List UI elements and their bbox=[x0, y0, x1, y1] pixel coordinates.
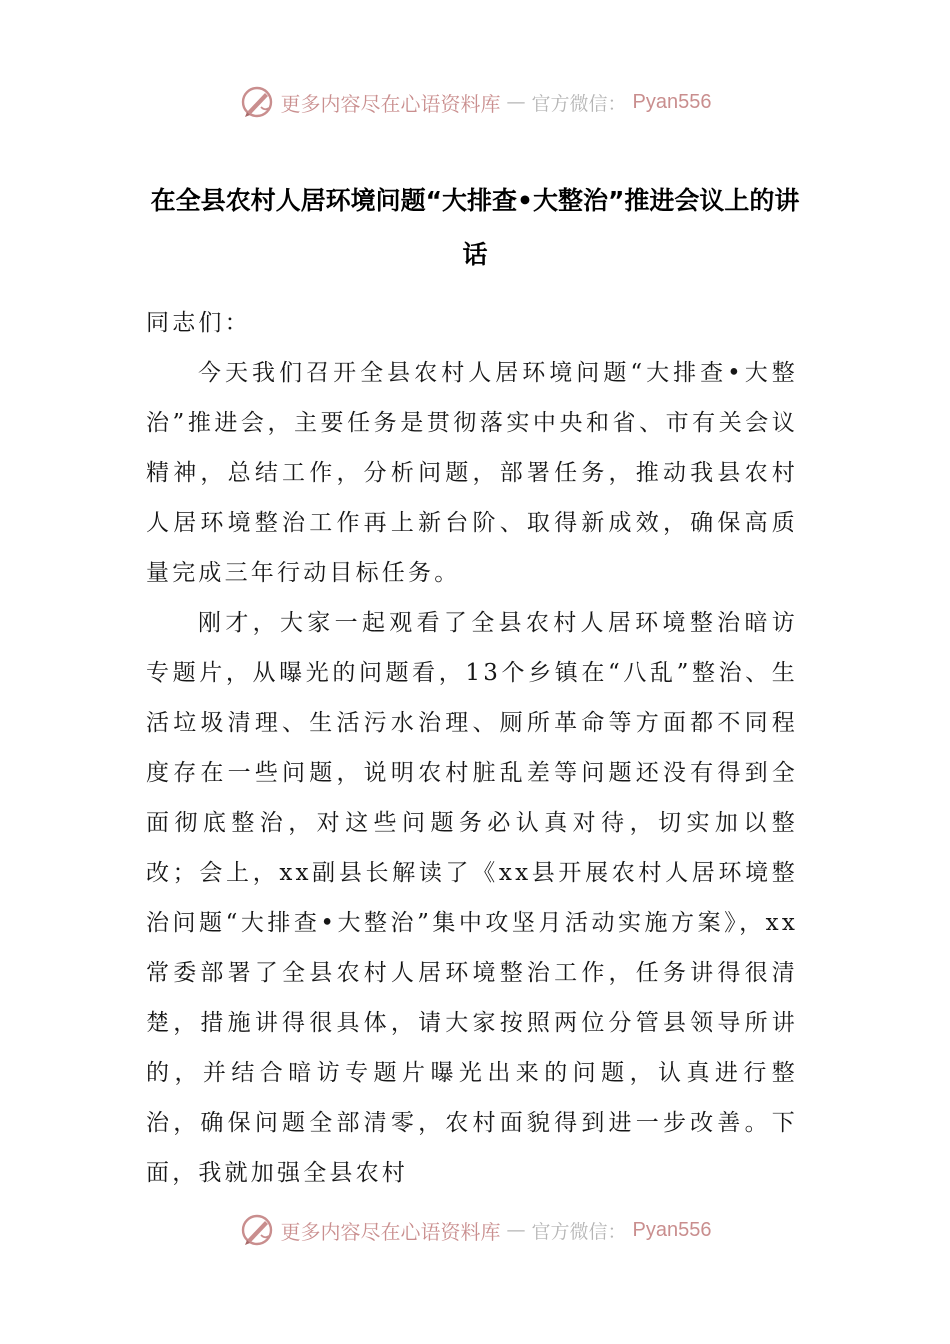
header-watermark bbox=[0, 80, 950, 124]
watermark-contact-label: 官方微信： bbox=[531, 1220, 627, 1243]
salutation: 同志们： bbox=[146, 310, 251, 336]
footer-watermark bbox=[0, 1208, 950, 1252]
paragraph-1: 今天我们召开全县农村人居环境问题“大排查•大整治”推进会，主要任务是贯彻落实中央和省、市有关会议精神，总结工作，分析问题，部署任务，推动我县农村人居环境整治工作再上新台阶、取得新成效，确保高质量完成三年行动目标任务。 bbox=[146, 360, 798, 586]
watermark-main-text: 更多内容尽在心语资料库 bbox=[280, 91, 501, 116]
watermark-contact-id: Pyan556 bbox=[632, 1218, 712, 1241]
pen-circle-logo-icon bbox=[239, 1212, 275, 1248]
document-title: 在全县农村人居环境问题“大排查•大整治”推进会议上的讲话 bbox=[150, 186, 800, 269]
watermark-contact-label: 官方微信： bbox=[531, 92, 627, 115]
watermark-separator: — bbox=[506, 1219, 526, 1241]
document-body bbox=[146, 298, 798, 1198]
watermark-contact-id: Pyan556 bbox=[632, 90, 712, 113]
pen-circle-logo-icon bbox=[239, 84, 275, 120]
watermark-main-text: 更多内容尽在心语资料库 bbox=[280, 1219, 501, 1244]
watermark-separator: — bbox=[506, 91, 526, 113]
paragraph-2: 刚才，大家一起观看了全县农村人居环境整治暗访专题片，从曝光的问题看，13个乡镇在“八乱”整治、生活垃圾清理、生活污水治理、厕所革命等方面都不同程度存在一些问题，说明农村脏乱差等问题还没有得到全面彻底整治，对这些问题务必认真对待，切实加以整改；会上，xx副县长解读了《xx县开展农村人居环境整治问题“大排查•大整治”集中攻坚月活动实施方案》，xx常委部署了全县农村人居环境整治工作，任务讲得很清楚，措施讲得很具体，请大家按照两位分管县领导所讲的，并结合暗访专题片曝光出来的问题，认真进行整治，确保问题全部清零，农村面貌得到进一步改善。下面，我就加强全县农村 bbox=[146, 610, 798, 1186]
